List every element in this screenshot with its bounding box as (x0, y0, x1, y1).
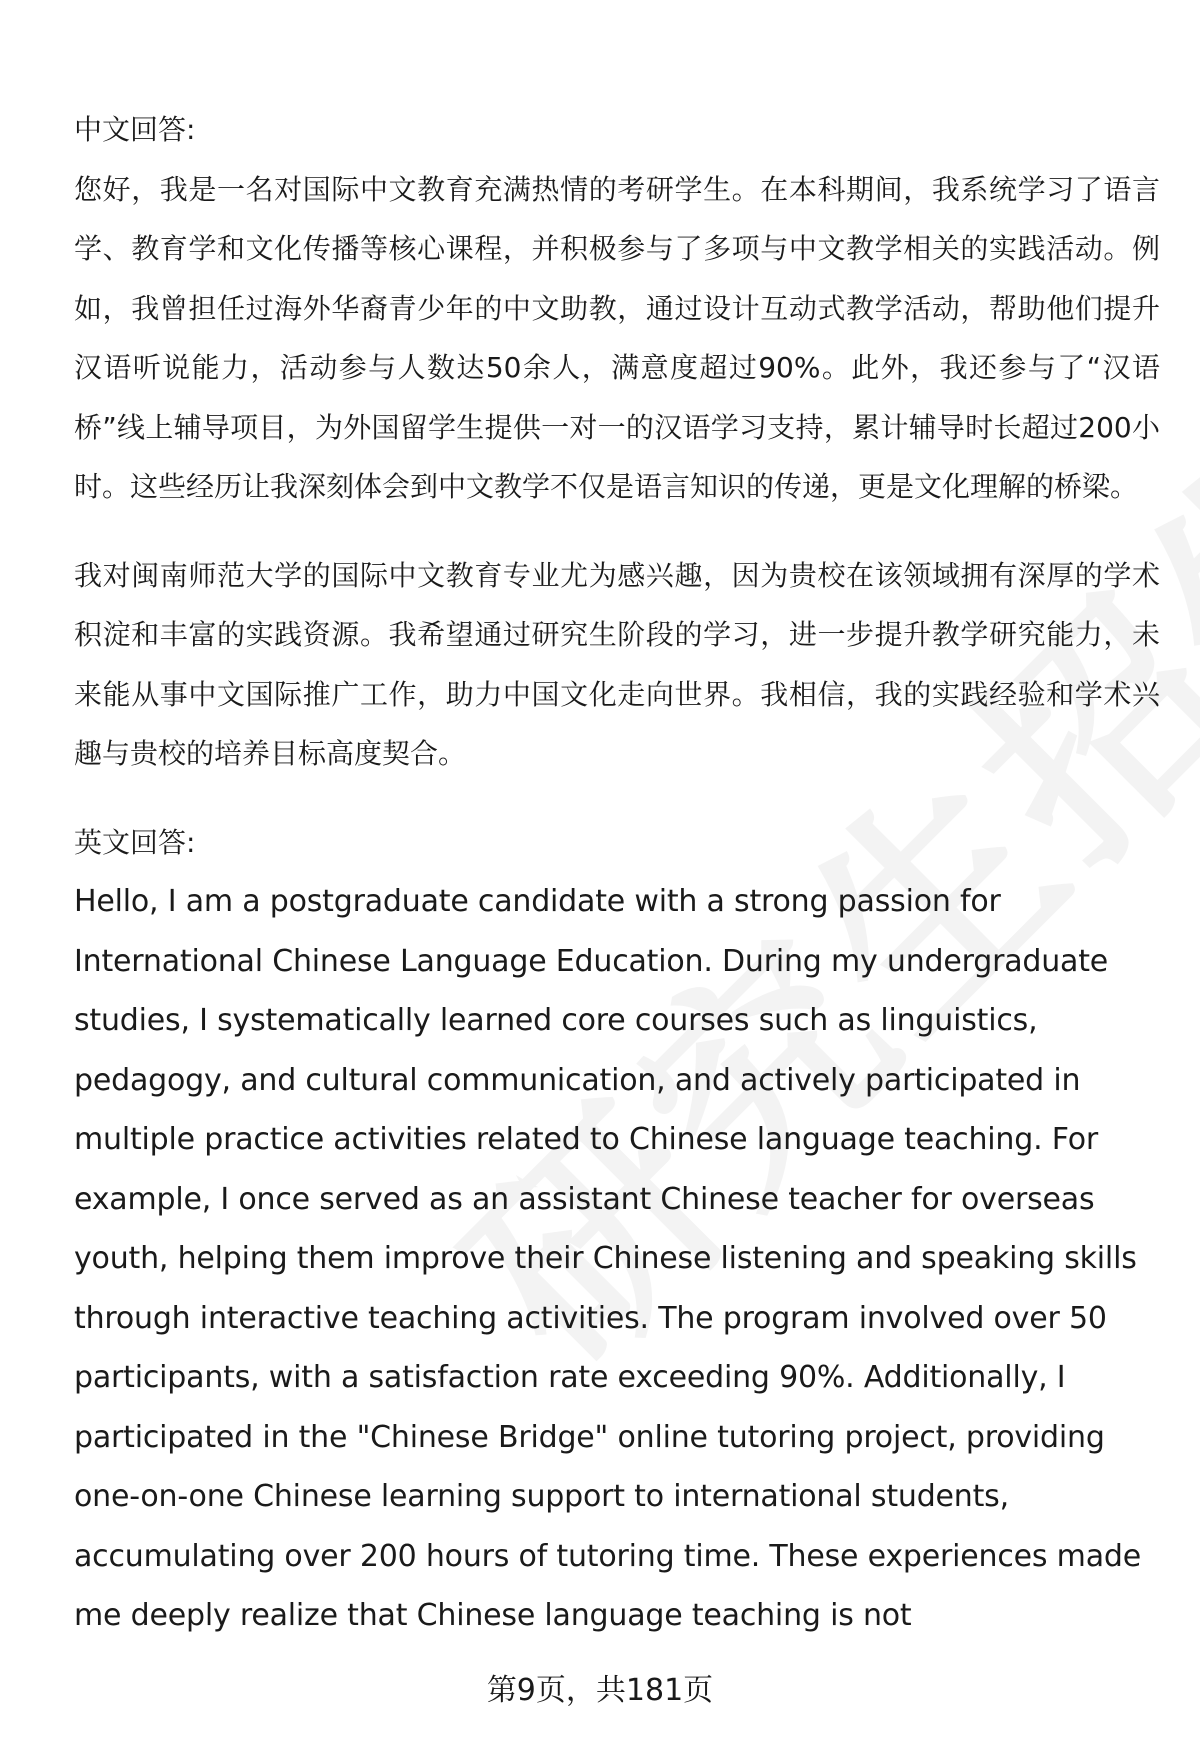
chinese-answer-label: 中文回答: (74, 113, 196, 146)
page-indicator: 第9页，共181页 (486, 1673, 714, 1708)
chinese-paragraph-1: 您好，我是一名对国际中文教育充满热情的考研学生。在本科期间，我系统学习了语言学、教育学和文化传播等核心课程，并积极参与了多项与中文教学相关的实践活动。例如，我曾担任过海外华裔青少年的中文助教，通过设计互动式教学活动，帮助他们提升汉语听说能力，活动参与人数达50余人，满意度超过90%。此外，我还参与了“汉语桥”线上辅导项目，为外国留学生提供一对一的汉语学习支持，累计辅导时长超过200小时。这些经历让我深刻体会到中文教学不仅是语言知识的传递，更是文化理解的桥梁。 (74, 172, 1160, 503)
chinese-paragraph-2: 我对闽南师范大学的国际中文教育专业尤为感兴趣，因为贵校在该领域拥有深厚的学术积淀和丰富的实践资源。我希望通过研究生阶段的学习，进一步提升教学研究能力，未来能从事中文国际推广工作，助力中国文化走向世界。我相信，我的实践经验和学术兴趣与贵校的培养目标高度契合。 (74, 558, 1160, 770)
english-answer-label: 英文回答: (74, 825, 196, 859)
english-paragraph: Hello, I am a postgraduate candidate with a strong passion for International Chinese Language Education. During my undergraduate studies, I systematically learned core courses such as linguistics, pedagogy, and cultural communication, and actively participated in multiple practice activities related to Chinese language teaching. For example, I once served as an assistant Chinese teacher for overseas youth, helping them improve their Chinese listening and speaking skills through interactive teaching activities. The program involved over 50 participants, with a satisfaction rate exceeding 90%. Additionally, I participated in the "Chinese Bridge" online tutoring project, providing one-on-one Chinese learning support to international students, accumulating over 200 hours of tutoring time. These experiences made me deeply realize that Chinese language teaching is not (74, 884, 1141, 1633)
document-body (74, 100, 1160, 1646)
